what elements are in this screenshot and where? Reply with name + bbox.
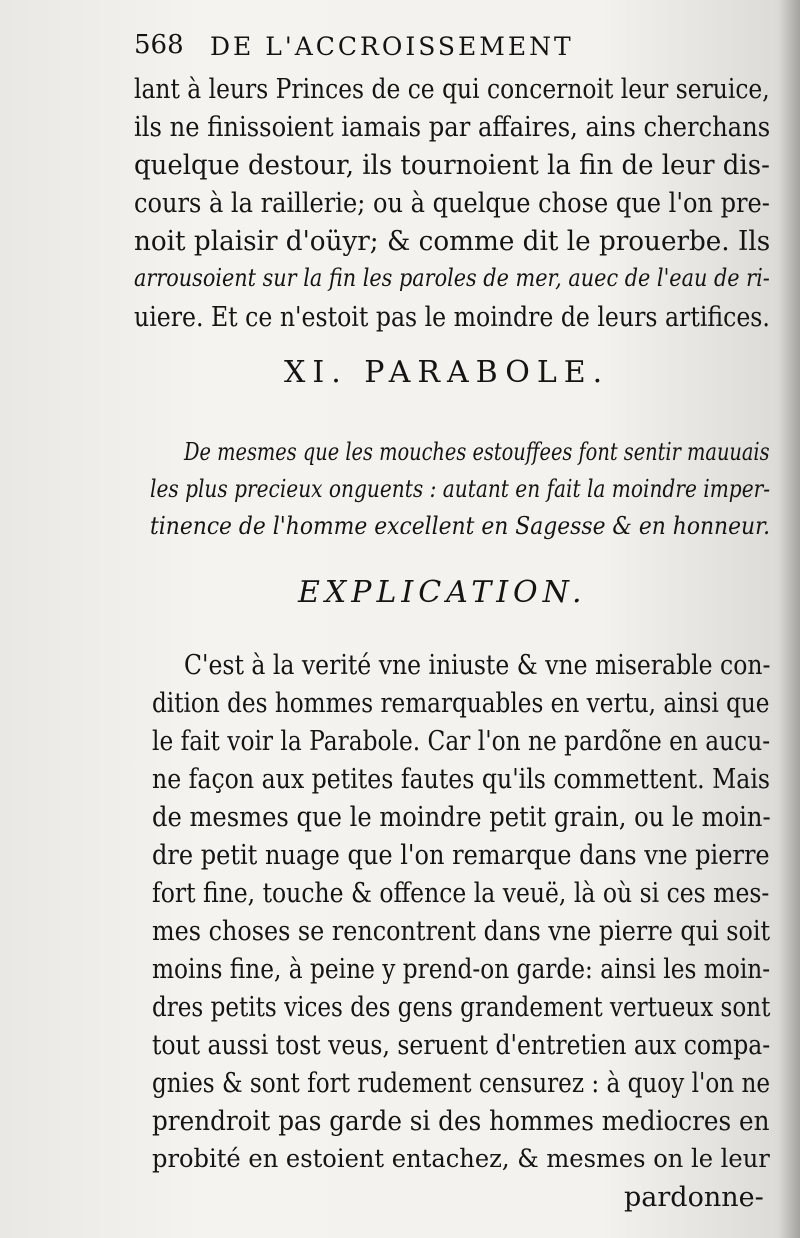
text-line: mes choses se rencontrent dans vne pierre qui soit (152, 916, 771, 947)
page-number: 568 (134, 30, 184, 60)
text-line: moins fine, à peine y prend-on garde: ainsi les moin- (152, 954, 771, 985)
text-line: le fait voir la Parabole. Car l'on ne pardõne en aucu- (152, 726, 771, 757)
page-header (134, 30, 614, 70)
text-line: cours à la raillerie; ou à quelque chose que l'on pre- (134, 188, 770, 219)
text-line: gnies & sont fort rudement censurez : à quoy l'on ne (152, 1068, 771, 1099)
text-line: dition des hommes remarquables en vertu, ainsi que (152, 688, 770, 719)
parable-line: tinence de l'homme excellent en Sagesse & en honneur. (150, 512, 771, 540)
text-line: tout aussi tost veus, seruent d'entretien aux compa- (152, 1030, 771, 1061)
text-line: ne façon aux petites fautes qu'ils commettent. Mais (152, 764, 771, 795)
text-line: C'est à la verité vne iniuste & vne miserable con- (184, 650, 771, 681)
parable-line: les plus precieux onguents : autant en fait la moindre imper- (150, 475, 771, 503)
text-line: noit plaisir d'oüyr; & comme dit le prouerbe. Ils (134, 226, 771, 257)
text-line: prendroit pas garde si des hommes mediocres en (152, 1106, 770, 1137)
text-line: probité en estoient entachez, & mesmes on le leur (152, 1144, 770, 1173)
text-line: dre petit nuage que l'on remarque dans vne pierre (152, 840, 770, 871)
parable-title: XI. PARABOLE. (284, 355, 610, 390)
explication-heading: EXPLICATION. (298, 575, 587, 610)
text-line: dres petits vices des gens grandement vertueux sont (152, 992, 771, 1023)
text-line: de mesmes que le moindre petit grain, ou le moin- (152, 802, 771, 833)
running-title: DE L'ACCROISSEMENT (210, 32, 574, 61)
text-line: lant à leurs Princes de ce qui concernoit leur seruice, (134, 74, 770, 105)
text-line: uiere. Et ce n'estoit pas le moindre de leurs artifices. (134, 302, 770, 333)
text-line: quelque destour, ils tournoient la fin de leur dis- (134, 150, 770, 181)
parable-line: De mesmes que les mouches estouffees font sentir mauuais (184, 438, 770, 466)
page-gutter-shadow (778, 0, 800, 1238)
text-line-italic: arrousoient sur la fin les paroles de mer, auec de l'eau de ri- (134, 264, 770, 292)
text-line: fort fine, touche & offence la veuë, là où si ces mes- (152, 878, 770, 909)
catchword: pardonne- (624, 1182, 764, 1213)
text-line: ils ne finissoient iamais par affaires, ains cherchans (134, 112, 771, 143)
